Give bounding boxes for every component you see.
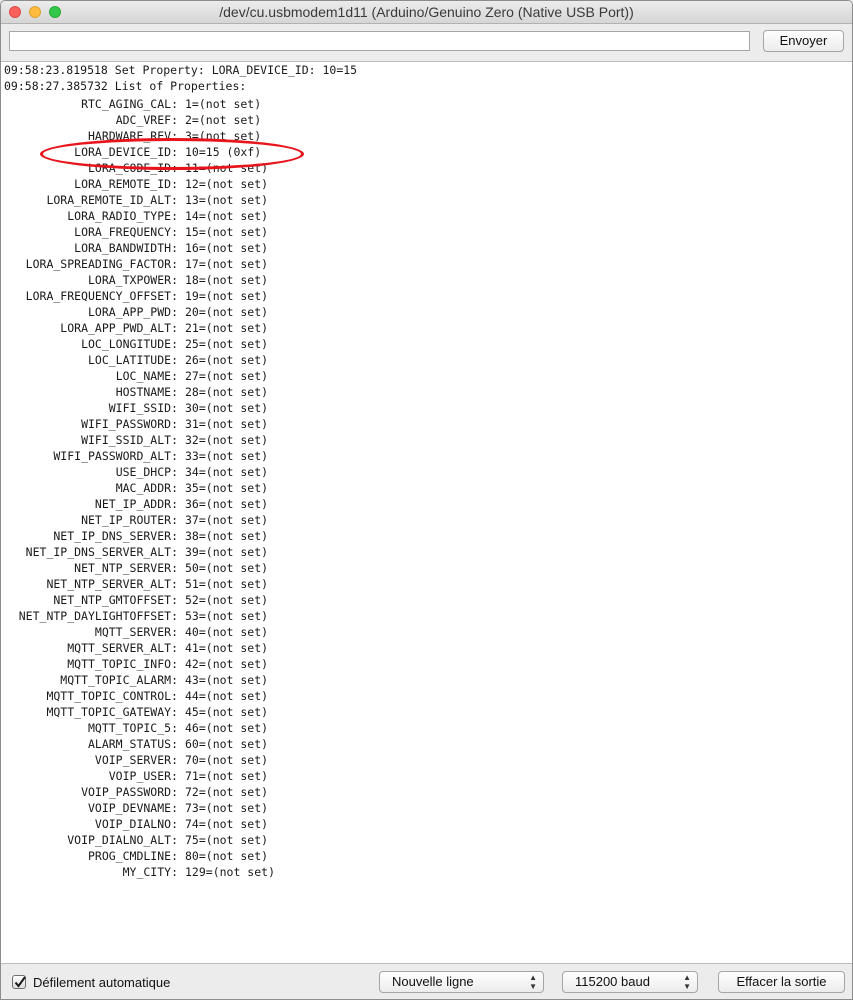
property-row (1, 784, 852, 800)
title-bar (1, 1, 852, 24)
baud-rate-value: 115200 baud (575, 974, 650, 989)
property-value: 20=(not set) (185, 305, 269, 319)
property-row (1, 544, 852, 560)
property-value: 46=(not set) (185, 721, 269, 735)
property-name: VOIP_DIALNO: (94, 817, 178, 831)
property-row (1, 352, 852, 368)
property-name: LOC_LONGITUDE: (81, 337, 178, 351)
property-row (1, 320, 852, 336)
property-row (1, 240, 852, 256)
property-value: 27=(not set) (185, 369, 269, 383)
property-value: 11=(not set) (185, 161, 269, 175)
property-row (1, 272, 852, 288)
property-name: NET_IP_DNS_SERVER_ALT: (25, 545, 178, 559)
property-name: ADC_VREF: (115, 113, 178, 127)
property-value: 43=(not set) (185, 673, 269, 687)
property-row (1, 432, 852, 448)
property-row (1, 688, 852, 704)
property-row (1, 640, 852, 656)
footer-bar (1, 963, 852, 1000)
property-row (1, 400, 852, 416)
property-name: LORA_RADIO_TYPE: (67, 209, 178, 223)
property-row (1, 112, 852, 128)
property-name: MQTT_TOPIC_5: (87, 721, 178, 735)
property-name: MQTT_TOPIC_ALARM: (60, 673, 178, 687)
property-value: 129=(not set) (185, 865, 276, 879)
property-name: LORA_DEVICE_ID: (74, 145, 178, 159)
property-value: 19=(not set) (185, 289, 269, 303)
property-value: 10=15 (0xf) (185, 145, 262, 159)
property-value: 13=(not set) (185, 193, 269, 207)
property-name: LORA_FREQUENCY: (74, 225, 178, 239)
serial-input[interactable] (9, 31, 750, 51)
property-value: 44=(not set) (185, 689, 269, 703)
property-name: LORA_BANDWIDTH: (74, 241, 178, 255)
property-value: 50=(not set) (185, 561, 269, 575)
property-value: 21=(not set) (185, 321, 269, 335)
property-row (1, 528, 852, 544)
property-row (1, 480, 852, 496)
log-line: 09:58:23.819518 Set Property: LORA_DEVICE_ID: 10=15 (4, 63, 358, 77)
property-name: WIFI_PASSWORD: (81, 417, 178, 431)
property-value: 17=(not set) (185, 257, 269, 271)
property-name: LORA_FREQUENCY_OFFSET: (25, 289, 178, 303)
property-value: 36=(not set) (185, 497, 269, 511)
property-name: LORA_TXPOWER: (87, 273, 178, 287)
send-button[interactable]: Envoyer (763, 30, 844, 52)
property-row (1, 192, 852, 208)
property-value: 72=(not set) (185, 785, 269, 799)
property-name: NET_NTP_DAYLIGHTOFFSET: (18, 609, 178, 623)
property-name: LORA_APP_PWD_ALT: (60, 321, 178, 335)
baud-rate-select[interactable] (562, 971, 698, 993)
property-row (1, 304, 852, 320)
property-value: 41=(not set) (185, 641, 269, 655)
property-value: 35=(not set) (185, 481, 269, 495)
property-name: VOIP_PASSWORD: (81, 785, 178, 799)
property-name: LORA_REMOTE_ID: (74, 177, 178, 191)
property-row (1, 864, 852, 880)
property-row (1, 384, 852, 400)
property-value: 38=(not set) (185, 529, 269, 543)
property-name: MQTT_TOPIC_CONTROL: (46, 689, 178, 703)
property-row (1, 752, 852, 768)
property-row (1, 816, 852, 832)
property-name: PROG_CMDLINE: (87, 849, 178, 863)
property-value: 45=(not set) (185, 705, 269, 719)
property-name: NET_NTP_GMTOFFSET: (53, 593, 178, 607)
property-name: VOIP_USER: (108, 769, 178, 783)
property-name: NET_IP_ADDR: (94, 497, 178, 511)
property-name: LORA_REMOTE_ID_ALT: (46, 193, 178, 207)
property-value: 74=(not set) (185, 817, 269, 831)
property-name: MQTT_TOPIC_INFO: (67, 657, 178, 671)
property-row (1, 656, 852, 672)
property-value: 26=(not set) (185, 353, 269, 367)
property-name: VOIP_DIALNO_ALT: (67, 833, 178, 847)
property-row (1, 624, 852, 640)
property-row (1, 592, 852, 608)
property-value: 73=(not set) (185, 801, 269, 815)
updown-arrows-icon: ▲ ▼ (529, 973, 537, 991)
property-row (1, 336, 852, 352)
property-row (1, 448, 852, 464)
property-value: 12=(not set) (185, 177, 269, 191)
log-line: 09:58:27.385732 List of Properties: (4, 79, 247, 93)
property-name: WIFI_PASSWORD_ALT: (53, 449, 178, 463)
property-row (1, 576, 852, 592)
property-row (1, 848, 852, 864)
autoscroll-checkbox[interactable] (12, 975, 26, 989)
property-name: WIFI_SSID: (108, 401, 178, 415)
property-value: 18=(not set) (185, 273, 269, 287)
property-name: HOSTNAME: (115, 385, 178, 399)
property-name: VOIP_DEVNAME: (87, 801, 178, 815)
property-value: 70=(not set) (185, 753, 269, 767)
property-row (1, 288, 852, 304)
property-name: VOIP_SERVER: (94, 753, 178, 767)
property-value: 80=(not set) (185, 849, 269, 863)
property-row (1, 704, 852, 720)
property-value: 75=(not set) (185, 833, 269, 847)
serial-output[interactable] (1, 62, 852, 963)
property-value: 33=(not set) (185, 449, 269, 463)
autoscroll-label: Défilement automatique (33, 975, 171, 990)
property-value: 71=(not set) (185, 769, 269, 783)
property-name: NET_NTP_SERVER_ALT: (46, 577, 178, 591)
property-name: WIFI_SSID_ALT: (81, 433, 178, 447)
property-name: NET_IP_ROUTER: (81, 513, 178, 527)
line-ending-select[interactable] (379, 971, 544, 993)
property-name: LORA_APP_PWD: (87, 305, 178, 319)
property-row (1, 368, 852, 384)
property-row (1, 224, 852, 240)
property-value: 32=(not set) (185, 433, 269, 447)
property-value: 51=(not set) (185, 577, 269, 591)
property-name: MQTT_TOPIC_GATEWAY: (46, 705, 178, 719)
property-name: RTC_AGING_CAL: (81, 97, 178, 111)
property-row (1, 672, 852, 688)
property-name: LORA_SPREADING_FACTOR: (25, 257, 178, 271)
property-row (1, 496, 852, 512)
property-row (1, 736, 852, 752)
property-name: MQTT_SERVER: (94, 625, 178, 639)
property-name: MAC_ADDR: (115, 481, 178, 495)
clear-output-button[interactable]: Effacer la sortie (718, 971, 845, 993)
property-name: USE_DHCP: (115, 465, 178, 479)
property-value: 60=(not set) (185, 737, 269, 751)
property-value: 34=(not set) (185, 465, 269, 479)
property-name: LORA_CODE_ID: (87, 161, 178, 175)
property-row (1, 512, 852, 528)
property-value: 16=(not set) (185, 241, 269, 255)
property-row (1, 720, 852, 736)
property-value: 14=(not set) (185, 209, 269, 223)
property-row (1, 768, 852, 784)
window-title: /dev/cu.usbmodem1d11 (Arduino/Genuino Zero (Native USB Port)) (219, 4, 634, 20)
property-value: 28=(not set) (185, 385, 269, 399)
property-name: ALARM_STATUS: (87, 737, 178, 751)
property-value: 53=(not set) (185, 609, 269, 623)
property-row (1, 416, 852, 432)
property-value: 2=(not set) (185, 113, 262, 127)
property-row (1, 608, 852, 624)
property-name: LOC_NAME: (115, 369, 178, 383)
property-name: MQTT_SERVER_ALT: (67, 641, 178, 655)
property-value: 31=(not set) (185, 417, 269, 431)
line-ending-value: Nouvelle ligne (392, 974, 474, 989)
property-name: LOC_LATITUDE: (87, 353, 178, 367)
property-value: 1=(not set) (185, 97, 262, 111)
property-row (1, 560, 852, 576)
property-value: 15=(not set) (185, 225, 269, 239)
property-name: NET_NTP_SERVER: (74, 561, 178, 575)
highlight-ellipse (40, 138, 304, 170)
property-value: 37=(not set) (185, 513, 269, 527)
property-row (1, 464, 852, 480)
property-value: 39=(not set) (185, 545, 269, 559)
property-name: NET_IP_DNS_SERVER: (53, 529, 178, 543)
property-value: 30=(not set) (185, 401, 269, 415)
checkmark-icon (13, 975, 27, 989)
property-row (1, 256, 852, 272)
property-value: 25=(not set) (185, 337, 269, 351)
property-row (1, 176, 852, 192)
property-row (1, 800, 852, 816)
property-value: 52=(not set) (185, 593, 269, 607)
property-value: 3=(not set) (185, 129, 262, 143)
send-bar (1, 24, 852, 62)
property-value: 40=(not set) (185, 625, 269, 639)
property-row (1, 832, 852, 848)
updown-arrows-icon: ▲ ▼ (683, 973, 691, 991)
property-row (1, 208, 852, 224)
property-row (1, 96, 852, 112)
property-value: 42=(not set) (185, 657, 269, 671)
property-name: MY_CITY: (122, 865, 178, 879)
property-name: HARDWARE_REV: (87, 129, 178, 143)
